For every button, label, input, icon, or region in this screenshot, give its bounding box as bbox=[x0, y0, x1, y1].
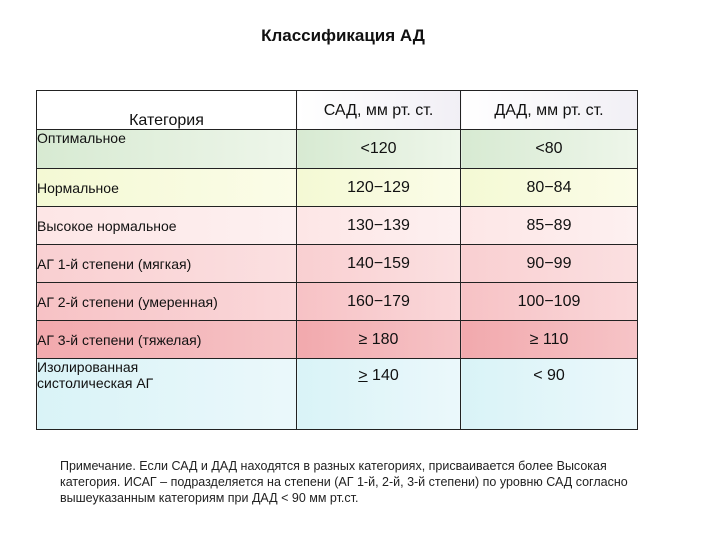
sad-cell: <120 bbox=[297, 130, 461, 169]
dad-cell: 80−84 bbox=[461, 169, 638, 207]
table-row bbox=[37, 130, 638, 169]
dad-cell: < 90 bbox=[461, 359, 638, 430]
greater-equal-symbol: > bbox=[358, 367, 368, 384]
category-cell: Оптимальное bbox=[37, 130, 297, 169]
header-sad: САД, мм рт. ст. bbox=[297, 91, 461, 131]
sad-cell: 160−179 bbox=[297, 283, 461, 321]
dad-cell: <80 bbox=[461, 130, 638, 169]
table-row bbox=[37, 283, 638, 321]
table-row bbox=[37, 359, 638, 430]
table-header-row bbox=[37, 91, 638, 131]
table-row bbox=[37, 207, 638, 245]
footnote: Примечание. Если САД и ДАД находятся в разных категориях, присваивается более Высокая категория. ИСАГ – подразделяется на степени (АГ 1-й, 2-й, 3-й степени) по уровню САД согласно вышеуказанным категориям при ДАД < 90 мм рт.ст. bbox=[60, 459, 628, 505]
sad-cell bbox=[297, 359, 461, 430]
category-cell: Высокое нормальное bbox=[37, 207, 297, 245]
dad-cell: 90−99 bbox=[461, 245, 638, 283]
category-line: систолическая АГ bbox=[37, 375, 154, 391]
category-cell bbox=[37, 359, 297, 430]
bp-classification-table bbox=[36, 90, 638, 131]
category-line: Изолированная bbox=[37, 359, 139, 375]
category-cell: АГ 1-й степени (мягкая) bbox=[37, 245, 297, 283]
dad-cell: 100−109 bbox=[461, 283, 638, 321]
table-row bbox=[37, 169, 638, 207]
category-cell: АГ 2-й степени (умеренная) bbox=[37, 283, 297, 321]
sad-cell: ≥ 180 bbox=[297, 321, 461, 359]
sad-cell: 120−129 bbox=[297, 169, 461, 207]
table-row bbox=[37, 245, 638, 283]
category-cell: Нормальное bbox=[37, 169, 297, 207]
sad-cell: 130−139 bbox=[297, 207, 461, 245]
table-row bbox=[37, 321, 638, 359]
dad-cell: ≥ 110 bbox=[461, 321, 638, 359]
page-title: Классификация АД bbox=[261, 26, 425, 45]
sad-cell: 140−159 bbox=[297, 245, 461, 283]
bp-classification-body bbox=[36, 129, 638, 430]
sad-value: 140 bbox=[367, 367, 399, 384]
category-cell: АГ 3-й степени (тяжелая) bbox=[37, 321, 297, 359]
header-dad: ДАД, мм рт. ст. bbox=[461, 91, 638, 131]
header-category: Категория bbox=[37, 91, 297, 131]
dad-cell: 85−89 bbox=[461, 207, 638, 245]
